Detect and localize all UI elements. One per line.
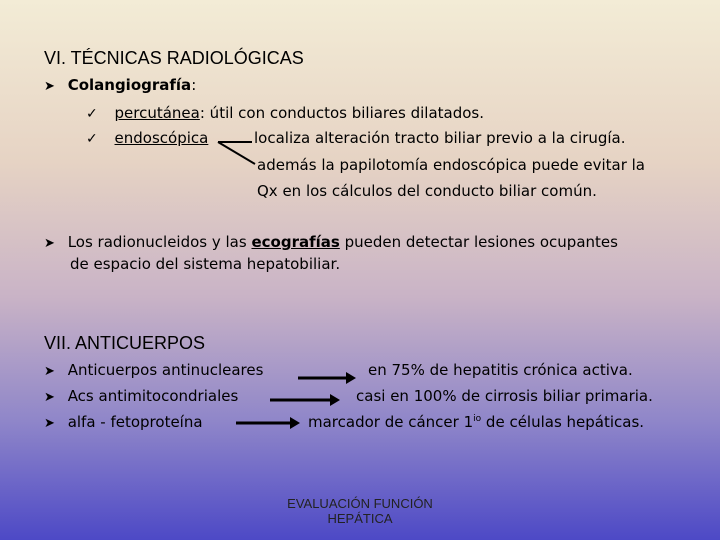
anticuerpo-item-2: [44, 387, 238, 405]
ecografias-text: ecografías: [251, 233, 340, 251]
arrowhead-bullet-icon: ➤: [44, 390, 55, 405]
footer: [260, 496, 460, 526]
checkmark-icon: ✓: [86, 106, 98, 122]
percutanea-label: percutánea: [114, 104, 200, 122]
right-arrow-icon: [298, 372, 356, 384]
checkmark-icon: ✓: [86, 131, 98, 147]
footer-line-1: EVALUACIÓN FUNCIÓN: [287, 496, 433, 511]
arrowhead-bullet-icon: ➤: [44, 416, 55, 431]
right-arrow-icon: [236, 417, 300, 429]
anticuerpo-item-1: [44, 361, 263, 379]
right-arrow-icon: [270, 394, 340, 406]
arrowhead-bullet-icon: ➤: [44, 364, 55, 379]
anticuerpo-desc-3: [308, 413, 644, 431]
anticuerpo-label-1: Anticuerpos antinucleares: [67, 361, 264, 379]
endoscopica-line-2: además la papilotomía endoscópica puede evitar la: [257, 156, 645, 174]
anticuerpo-label-2: Acs antimitocondriales: [67, 387, 239, 405]
colangiografia-label: Colangiografía: [67, 76, 192, 94]
anticuerpo-desc-3-sup: io: [473, 414, 482, 424]
arrowhead-bullet-icon: ➤: [44, 79, 55, 94]
percutanea-text: : útil con conductos biliares dilatados.: [199, 104, 484, 122]
radionucleidos-item: [44, 233, 618, 251]
anticuerpo-desc-1: en 75% de hepatitis crónica activa.: [368, 361, 633, 379]
anticuerpo-desc-3-pre: marcador de cáncer 1: [308, 413, 474, 431]
radionucleidos-pre: Los radionucleidos y las: [67, 233, 252, 251]
radionucleidos-line-2: de espacio del sistema hepatobiliar.: [70, 255, 341, 273]
endoscopica-label: endoscópica: [114, 129, 209, 147]
anticuerpo-desc-2: casi en 100% de cirrosis biliar primaria.: [356, 387, 653, 405]
anticuerpo-desc-3-post: de células hepáticas.: [481, 413, 645, 431]
section-6-title: VI. TÉCNICAS RADIOLÓGICAS: [44, 48, 304, 68]
radionucleidos-post: pueden detectar lesiones ocupantes: [339, 233, 618, 251]
colangiografia-colon: :: [191, 76, 197, 94]
anticuerpo-item-3: [44, 413, 203, 431]
anticuerpo-label-3: alfa - fetoproteína: [67, 413, 203, 431]
section-7-title: VII. ANTICUERPOS: [44, 333, 206, 353]
arrowhead-bullet-icon: ➤: [44, 236, 55, 251]
endoscopica-line-3: Qx en los cálculos del conducto biliar común.: [257, 182, 597, 200]
footer-line-2: HEPÁTICA: [327, 511, 393, 526]
endoscopica-connector-diagonal: [218, 142, 255, 164]
endoscopica-line-1: localiza alteración tracto biliar previo a la cirugía.: [254, 129, 626, 147]
